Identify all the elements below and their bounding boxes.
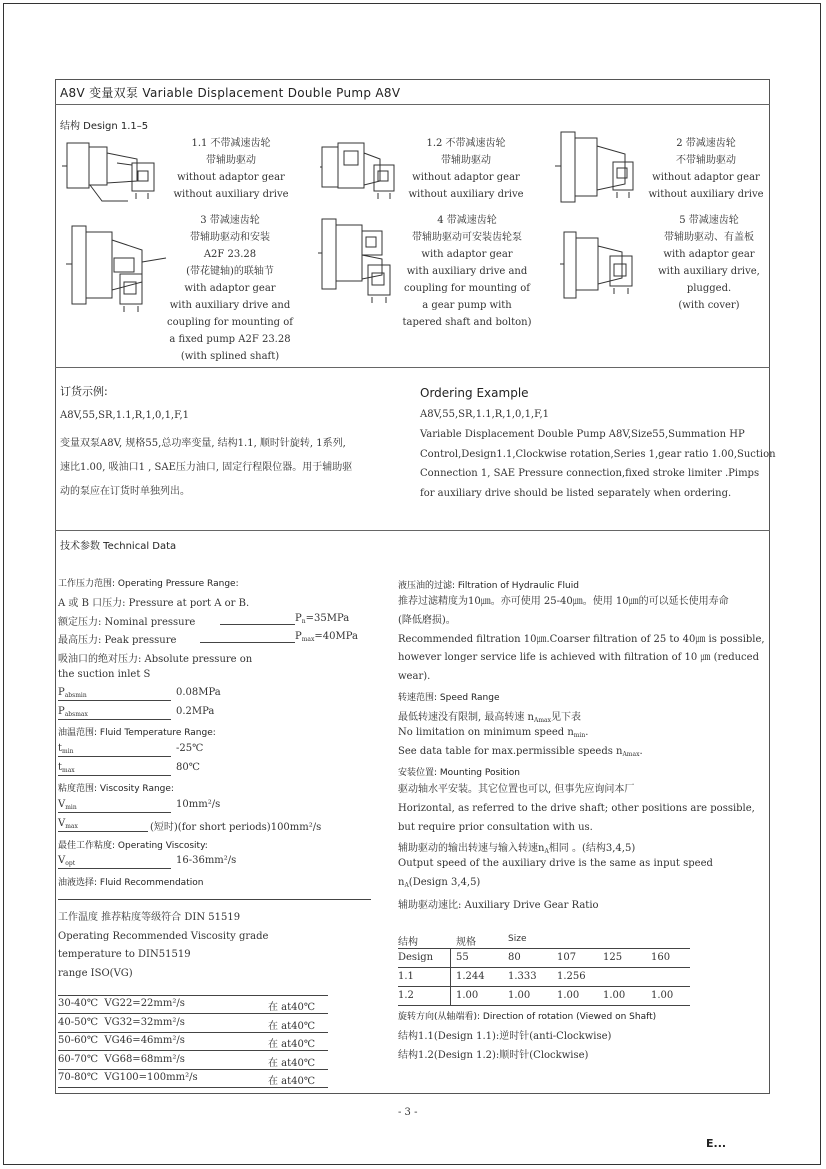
ratio-head-design: 结构 [398, 937, 418, 948]
pabsmin-value: 0.08MPa [176, 687, 221, 698]
ratio-cell: 1.244 [456, 971, 485, 982]
pressure-heading: 工作压力范围: Operating Pressure Range: [58, 579, 239, 589]
pabsmax-rule [58, 719, 171, 720]
design-caption-2: 2 带减速齿轮 不带辅助驱动 without adaptor gear without auxiliary drive [648, 138, 764, 200]
mount-text: 驱动轴水平安装。其它位置也可以, 但事先应询问本厂 Horizontal, as referred to the drive shaft; other positions are possible, but require prior consultation with us. [398, 784, 755, 833]
ratio-cell: 1.333 [508, 971, 537, 982]
design-heading: 结构 Design 1.1–5 [60, 121, 149, 132]
aux-en: Output speed of the auxiliary drive is the same as input speed [398, 858, 713, 869]
visc-table-top-rule [58, 995, 328, 996]
pump-drawing-3 [62, 222, 172, 317]
tmax-symbol: $t_{max}$ [58, 762, 75, 774]
vmax-rule [58, 831, 148, 832]
ratio-cell: 80 [508, 952, 521, 963]
ordering-heading-cn: 订货示例: [60, 385, 108, 398]
tmax-value: 80℃ [176, 762, 200, 773]
ratio-cell: 1.1 [398, 971, 414, 982]
filtration-text: 推荐过滤精度为10㎛。亦可使用 25-40㎛。使用 10㎛的可以延长使用寿命 (降低磨损)。 Recommended filtration 10㎛.Coarser filtration of 25 to 40㎛ is possible, however longer service life is achieved with filtration of 10 ㎛ (reduced wear). [398, 596, 765, 683]
filtration-heading: 液压油的过滤: Filtration of Hydraulic Fluid [398, 581, 579, 591]
fluid-heading: 油液选择: Fluid Recommendation [58, 878, 204, 888]
ratio-cell: 1.00 [508, 990, 531, 1001]
pump-drawing-4 [318, 215, 403, 310]
ratio-cell: 160 [651, 952, 671, 963]
visc-row: 30-40℃ VG22=22mm²/s 在 at40℃ [58, 998, 316, 1013]
design-caption-1-2: 1.2 不带减速齿轮 带辅助驱动 without adaptor gear without auxiliary drive [408, 138, 524, 200]
visc-row-rule [58, 1087, 328, 1088]
temp-heading: 油温范围: Fluid Temperature Range: [58, 728, 216, 738]
visc-row-rule [58, 1069, 328, 1070]
page-number: - 3 - [398, 1107, 418, 1118]
ratio-heading: 辅助驱动速比: Auxiliary Drive Gear Ratio [398, 900, 599, 911]
visc-row: 60-70℃ VG68=68mm²/s 在 at40℃ [58, 1054, 316, 1069]
vopt-value: 16-36mm²/s [176, 855, 237, 866]
ratio-cell: 1.256 [557, 971, 586, 982]
port-pressure: A 或 B 口压力: Pressure at port A or B. [58, 598, 250, 609]
speed-cn: 最低转速没有限制, 最高转速 $n_{Amax}$见下表 [398, 712, 581, 724]
tmin-value: -25℃ [176, 743, 204, 754]
vopt-rule [58, 868, 171, 869]
vmax-value: (短时)(for short periods)100mm²/s [150, 822, 322, 833]
vmin-rule [58, 812, 171, 813]
ratio-cell: 55 [456, 952, 469, 963]
aux-cn: 辅助驱动的输出转速与输入转速$n_A$相同 。(结构3,4,5) [398, 843, 636, 855]
page-title: A8V 变量双泵 Variable Displacement Double Pump A8V [60, 86, 401, 100]
ratio-rule [398, 967, 690, 968]
ratio-cell: 125 [603, 952, 623, 963]
ordering-text-cn: 变量双泵A8V, 规格55,总功率变量, 结构1.1, 顺时针旋转, 1系列, 速比1.00, 吸油口1 , SAE压力油口, 固定行程限位器。用于辅助驱 动的泵应在订货时单独列出。 [60, 438, 353, 497]
abs-pressure-label-2: the suction inlet S [58, 669, 151, 680]
vmin-value: 10mm²/s [176, 799, 221, 810]
pabsmax-value: 0.2MPa [176, 706, 215, 717]
ratio-cell: 1.00 [557, 990, 580, 1001]
abs-pressure-label: 吸油口的绝对压力: Absolute pressure on [58, 654, 253, 665]
ratio-cell: Design [398, 952, 434, 963]
design-caption-3: 3 带减速齿轮 带辅助驱动和安装 A2F 23.28 (带花键轴)的联轴节 with adaptor gear with auxiliary drive and coupling for mounting of a fixed pump A2F 23.28 (with splined shaft) [167, 215, 293, 362]
nominal-value: $P_n=35MPa$ [295, 613, 350, 625]
aux-en-2: $n_A(Design$ 3,4,5) [398, 877, 481, 889]
ratio-head-size-en: Size [508, 934, 527, 944]
vmin-symbol: $V_{min}$ [58, 799, 77, 811]
ratio-rule [398, 1005, 690, 1006]
pabsmin-symbol: $P_{absmin}$ [58, 687, 87, 699]
design-caption-1-1: 1.1 不带减速齿轮 带辅助驱动 without adaptor gear without auxiliary drive [173, 138, 289, 200]
vmax-symbol: $V_{max}$ [58, 818, 78, 830]
rotation-1: 结构1.1(Design 1.1):逆时针(anti-Clockwise) [398, 1031, 612, 1042]
peak-value: $P_{max}=40MPa$ [295, 631, 358, 643]
visc-row: 70-80℃ VG100=100mm²/s 在 at40℃ [58, 1072, 316, 1087]
peak-rule [200, 642, 295, 643]
tmin-symbol: $t_{min}$ [58, 743, 74, 755]
ordering-divider [55, 530, 770, 531]
speed-en-2: See data table for max.permissible speeds $n_{Amax}$. [398, 746, 643, 758]
ratio-rule [398, 948, 690, 949]
visc-intro: 工作温度 推荐粘度等级符合 DIN 51519 Operating Recommended Viscosity grade temperature to DIN51519 range ISO(VG) [58, 912, 269, 979]
ratio-cell: 1.00 [651, 990, 674, 1001]
optvisc-heading: 最佳工作粘度: Operating Viscosity: [58, 841, 208, 851]
visc-row-rule [58, 1032, 328, 1033]
pabsmax-symbol: $P_{absmax}$ [58, 706, 88, 718]
pabsmin-rule [58, 700, 171, 701]
tech-heading: 技术参数 Technical Data [60, 541, 177, 552]
ordering-text-en: Variable Displacement Double Pump A8V,Size55,Summation HP Control,Design1.1,Clockwise rotation,Series 1,gear ratio 1.00,Suction Connection 1, SAE Pressure connection,fixed stroke limiter .Pimps for auxiliary drive should be listed separately when ordering. [420, 429, 776, 499]
ratio-col-rule [450, 949, 451, 1005]
ratio-rule [398, 986, 690, 987]
visc-row: 50-60℃ VG46=46mm²/s 在 at40℃ [58, 1035, 316, 1050]
ratio-cell: 1.00 [603, 990, 626, 1001]
nominal-rule [220, 624, 295, 625]
tmax-rule [58, 775, 171, 776]
rotation-2: 结构1.2(Design 1.2):顺时针(Clockwise) [398, 1050, 589, 1061]
peak-label: 最高压力: Peak pressure [58, 635, 177, 646]
visc-row: 40-50℃ VG32=32mm²/s 在 at40℃ [58, 1017, 316, 1032]
ordering-heading-en: Ordering Example [420, 386, 529, 400]
pump-drawing-1-1 [62, 133, 167, 213]
ratio-cell: 1.2 [398, 990, 414, 1001]
fluid-rule [58, 899, 371, 900]
tmin-rule [58, 756, 171, 757]
pump-drawing-2 [555, 128, 645, 213]
ratio-cell: 1.00 [456, 990, 479, 1001]
design-caption-4: 4 带减速齿轮 带辅助驱动可安装齿轮泵 with adaptor gear with auxiliary drive and coupling for mounting of a gear pump with tapered shaft and bolton) [402, 215, 532, 328]
nominal-label: 额定压力: Nominal pressure [58, 617, 196, 628]
footer-mark: E... [706, 1137, 727, 1150]
ratio-cell: 107 [557, 952, 577, 963]
mount-heading: 安装位置: Mounting Position [398, 768, 520, 778]
visc-row-rule [58, 1013, 328, 1014]
ordering-code-en: A8V,55,SR,1.1,R,1,0,1,F,1 [420, 409, 550, 420]
design-caption-5: 5 带减速齿轮 带辅助驱动、有盖板 with adaptor gear with auxiliary drive, plugged. (with cover) [658, 215, 760, 311]
ratio-head-size-cn: 规格 [456, 937, 476, 948]
title-divider [55, 104, 770, 105]
ordering-code-cn: A8V,55,SR,1.1,R,1,0,1,F,1 [60, 410, 190, 421]
pump-drawing-5 [560, 228, 645, 308]
vopt-symbol: $V_{opt}$ [58, 855, 76, 867]
speed-en-1: No limitation on minimum speed $n_{min}$. [398, 727, 589, 739]
design-divider [55, 367, 770, 368]
rotation-heading: 旋转方向(从轴端看): Direction of rotation (Viewed on Shaft) [398, 1012, 657, 1022]
visc-heading: 粘度范围: Viscosity Range: [58, 784, 174, 794]
pump-drawing-1-2 [320, 133, 400, 213]
speed-heading: 转速范围: Speed Range [398, 693, 500, 703]
visc-row-rule [58, 1050, 328, 1051]
